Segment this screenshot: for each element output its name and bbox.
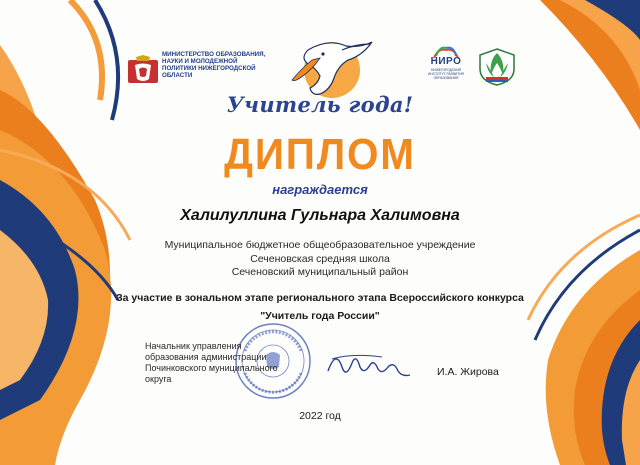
trade-union-emblem-icon xyxy=(476,47,518,87)
contest-slogan: Учитель года! xyxy=(226,92,414,117)
diploma-year: 2022 год xyxy=(299,410,341,422)
contest-description: За участие в зональном этапе регионального этапа Всероссийского конкурса xyxy=(116,292,524,304)
regional-coat-of-arms-icon xyxy=(127,55,159,85)
awarded-label: награждается xyxy=(272,182,368,197)
niro-title: НИРО xyxy=(430,56,462,67)
pelican-emblem-icon xyxy=(290,38,374,100)
signature-icon xyxy=(322,345,414,389)
organization-line: Сеченовский муниципальный район xyxy=(231,266,409,278)
niro-subtitle: НИЖЕГОРОДСКИЙ ИНСТИТУТ РАЗВИТИЯ ОБРАЗОВАНИЯ xyxy=(428,68,464,80)
ministry-name: МИНИСТЕРСТВО ОБРАЗОВАНИЯ, НАУКИ И МОЛОДЕЖНОЙ ПОЛИТИКИ НИЖЕГОРОДСКОЙ ОБЛАСТИ xyxy=(162,51,266,79)
diploma-heading: ДИПЛОМ xyxy=(224,130,416,179)
recipient-name: Халилуллина Гульнара Халимовна xyxy=(180,207,460,224)
organization-line: Муниципальное бюджетное общеобразовательное учреждение xyxy=(164,239,476,251)
signatory-title: Начальник управления образования администрации Починковского муниципального округа xyxy=(145,341,278,384)
signatory-name: И.А. Жирова xyxy=(437,366,499,378)
contest-name: "Учитель года России" xyxy=(260,310,380,322)
organization-line: Сеченовская средняя школа xyxy=(250,253,390,265)
